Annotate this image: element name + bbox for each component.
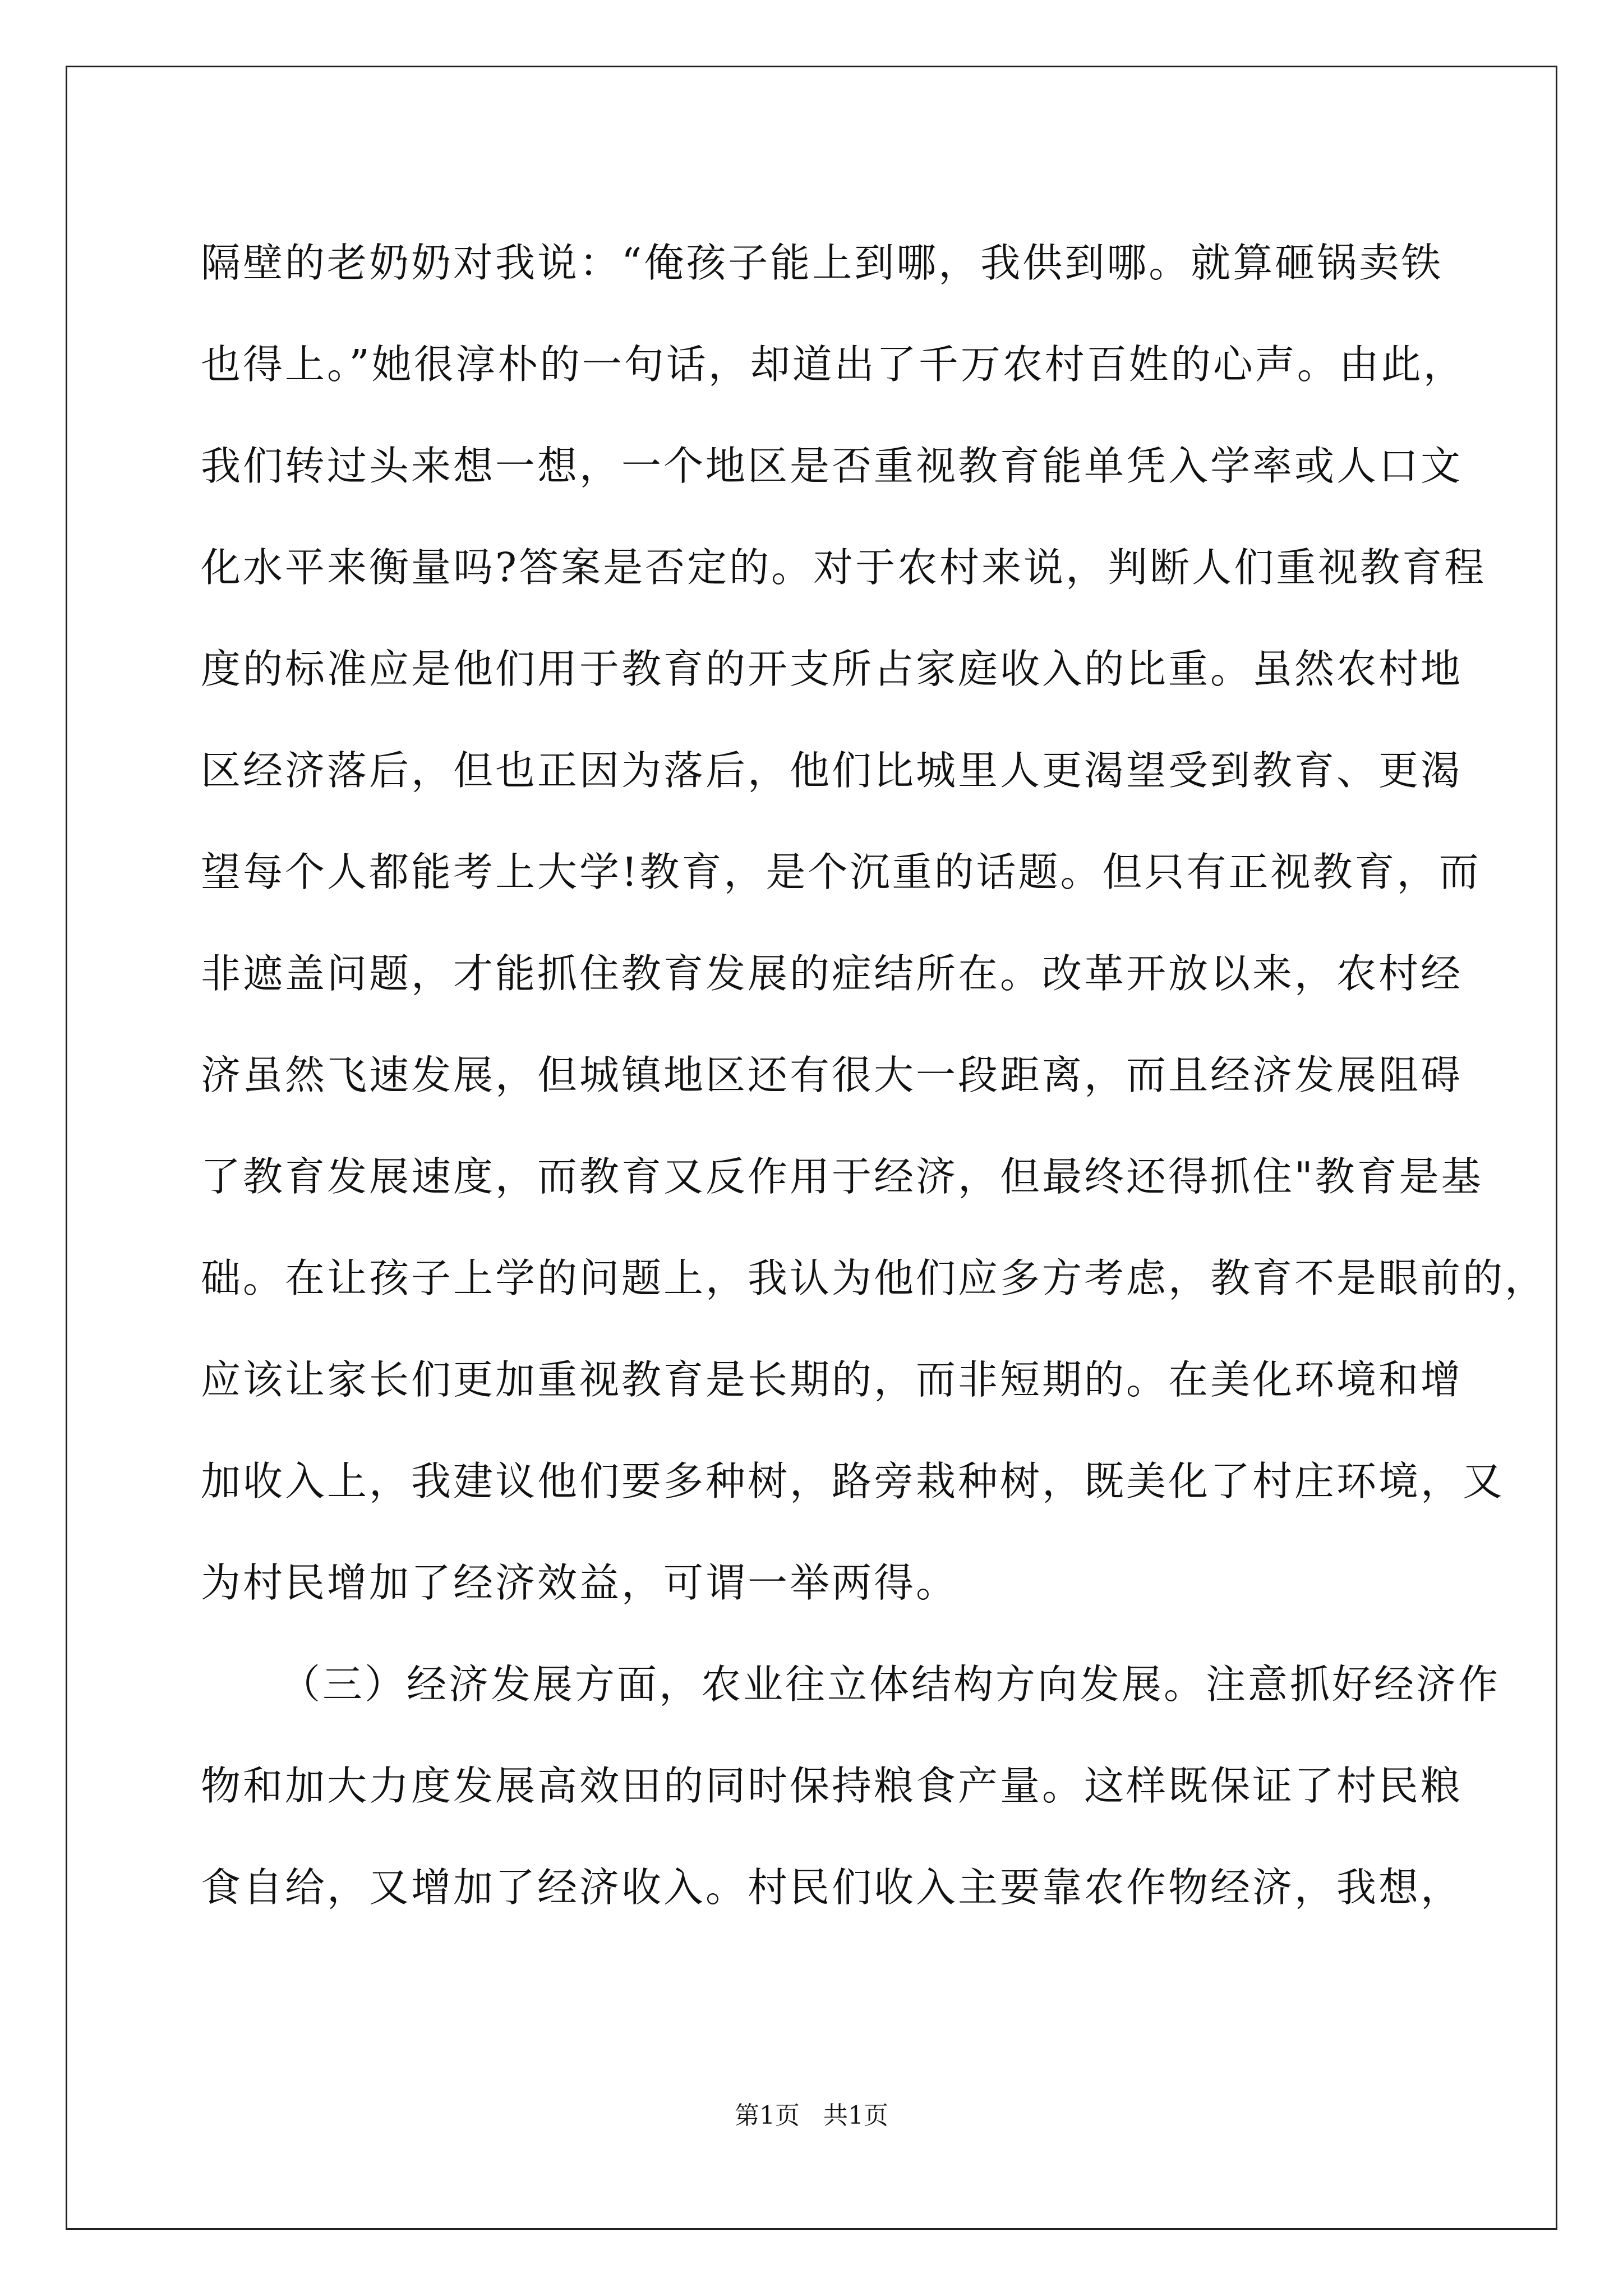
document-body xyxy=(201,212,1547,1938)
text-line: 了教育发展速度，而教育又反作用于经济，但最终还得抓住"教育是基 xyxy=(201,1153,1483,1200)
text-line: 为村民增加了经济效益，可谓一举两得。 xyxy=(201,1559,958,1606)
page-footer xyxy=(0,2099,1623,2133)
text-line: 非遮盖问题，才能抓住教育发展的症结所在。改革开放以来，农村经 xyxy=(201,950,1463,997)
text-line: 础。在让孩子上学的问题上，我认为他们应多方考虑，教育不是眼前的， xyxy=(201,1255,1547,1301)
text-line: 区经济落后，但也正因为落后，他们比城里人更渴望受到教育、更渴 xyxy=(201,747,1463,794)
text-line: 化水平来衡量吗?答案是否定的。对于农村来说，判断人们重视教育程 xyxy=(201,544,1487,591)
text-line: 也得上。”她很淳朴的一句话，却道出了千万农村百姓的心声。由此， xyxy=(201,341,1465,388)
text-line: 我们转过头来想一想，一个地区是否重视教育能单凭入学率或人口文 xyxy=(201,443,1463,489)
text-line: 隔壁的老奶奶对我说：“俺孩子能上到哪，我供到哪。就算砸锅卖铁 xyxy=(201,240,1444,286)
text-line: 济虽然飞速发展，但城镇地区还有很大一段距离，而且经济发展阻碍 xyxy=(201,1052,1463,1098)
page-total: 共1页 xyxy=(823,2101,888,2130)
text-line: 加收入上，我建议他们要多种树，路旁栽种树，既美化了村庄环境，又 xyxy=(201,1458,1505,1504)
page-number: 第1页 xyxy=(735,2101,800,2130)
text-line: 应该让家长们更加重视教育是长期的，而非短期的。在美化环境和增 xyxy=(201,1356,1463,1403)
paragraph-first-line: （三）经济发展方面，农业往立体结构方向发展。注意抓好经济作 xyxy=(280,1661,1501,1708)
text-line: 食自给，又增加了经济收入。村民们收入主要靠农作物经济，我想， xyxy=(201,1864,1463,1911)
text-line: 度的标准应是他们用于教育的开支所占家庭收入的比重。虽然农村地 xyxy=(201,646,1463,692)
text-line: 物和加大力度发展高效田的同时保持粮食产量。这样既保证了村民粮 xyxy=(201,1763,1463,1809)
text-line: 望每个人都能考上大学!教育，是个沉重的话题。但只有正视教育，而 xyxy=(201,849,1481,895)
